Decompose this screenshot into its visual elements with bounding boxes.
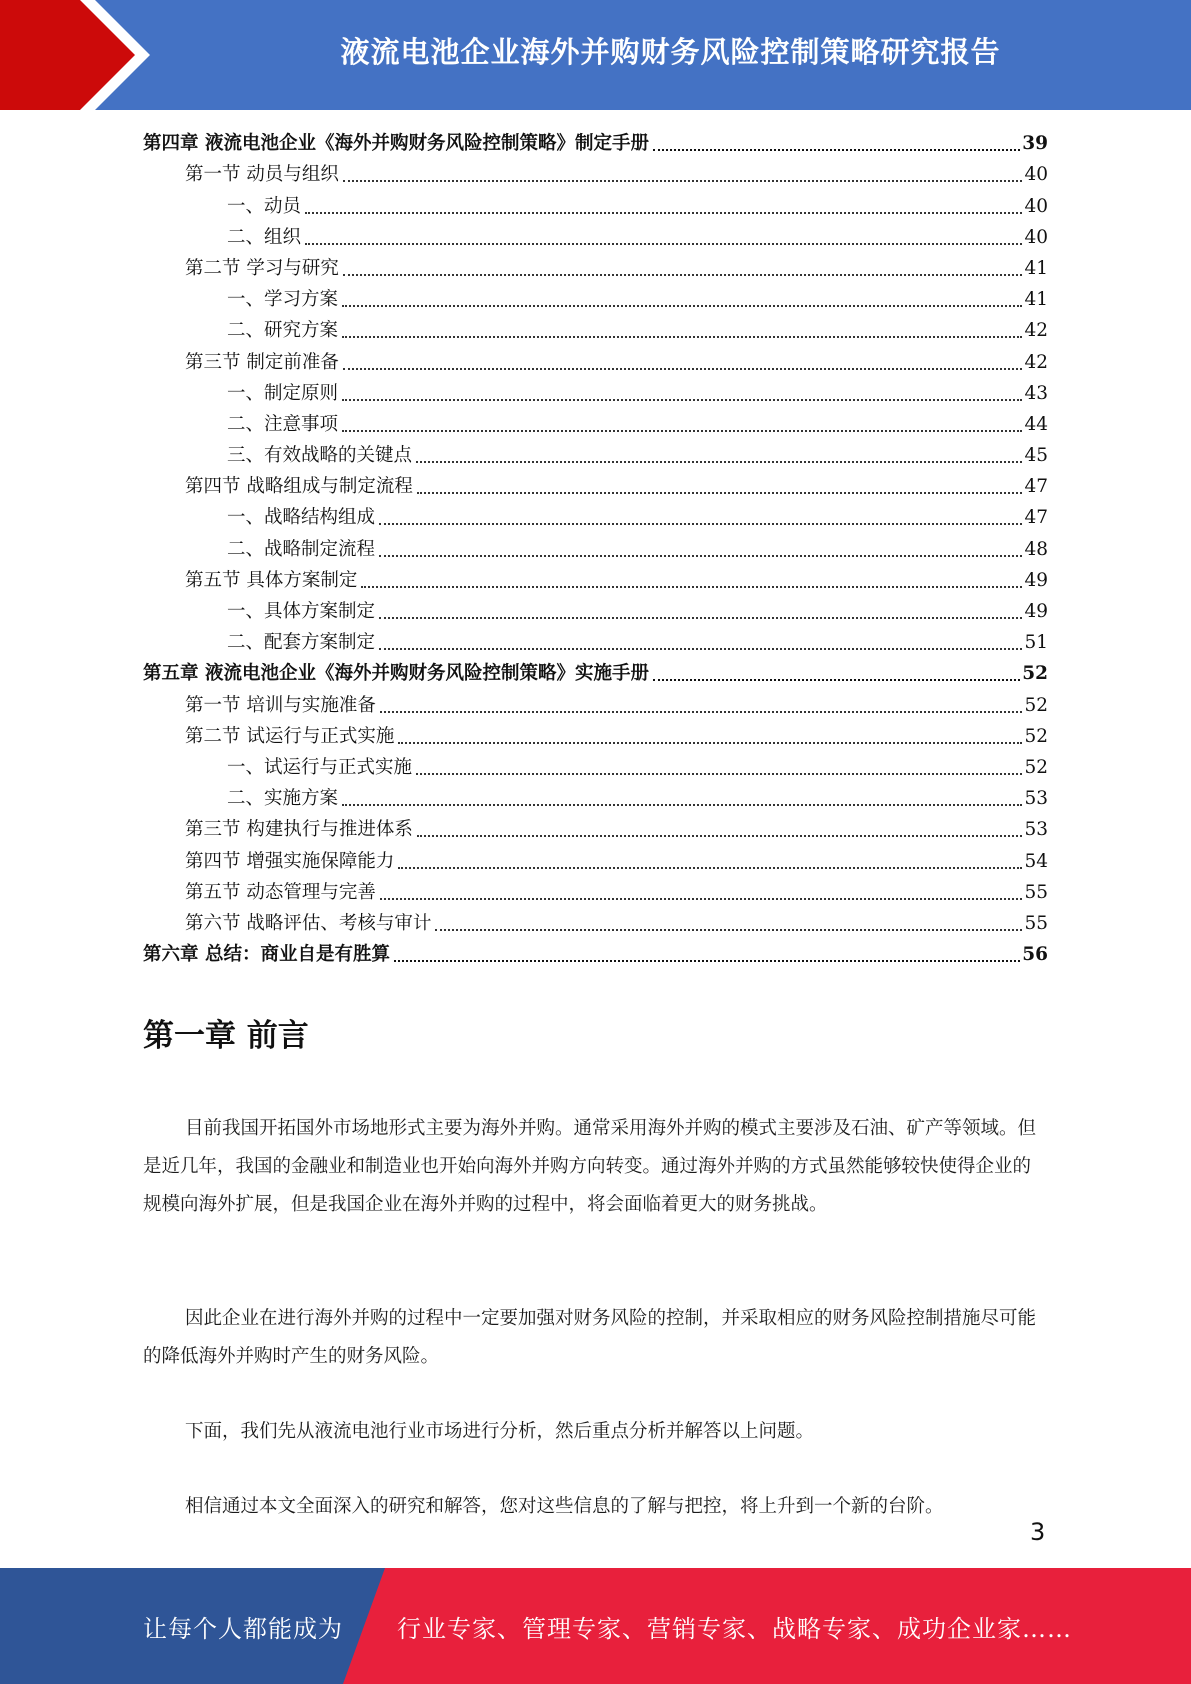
toc-entry-title: 第四节 战略组成与制定流程 [185, 476, 413, 498]
toc-dot-leader [361, 586, 1022, 588]
toc-dot-leader [342, 804, 1022, 806]
toc-entry-title: 一、学习方案 [227, 289, 339, 311]
toc-entry[interactable] [143, 159, 1048, 190]
toc-entry-page: 49 [1024, 569, 1048, 591]
toc-entry-title: 第一节 培训与实施准备 [185, 694, 376, 716]
toc-entry-title: 第六章 总结：商业自是有胜算 [143, 944, 390, 966]
toc-dot-leader [343, 180, 1023, 182]
toc-entry-page: 40 [1024, 226, 1048, 248]
body-paragraph: 因此企业在进行海外并购的过程中一定要加强对财务风险的控制，并采取相应的财务风险控制措施尽可能的降低海外并购时产生的财务风险。 [143, 1308, 1037, 1367]
toc-entry[interactable] [143, 502, 1048, 533]
toc-entry-page: 45 [1024, 445, 1048, 467]
toc-dot-leader [343, 274, 1023, 276]
toc-entry-title: 第三节 制定前准备 [185, 351, 339, 373]
toc-entry[interactable] [143, 845, 1048, 876]
toc-entry-page: 41 [1024, 257, 1048, 279]
toc-dot-leader [417, 835, 1023, 837]
toc-dot-leader [305, 243, 1022, 245]
toc-entry-title: 第四章 液流电池企业《海外并购财务风险控制策略》制定手册 [143, 133, 649, 155]
toc-dot-leader [380, 711, 1023, 713]
toc-entry-page: 55 [1024, 881, 1048, 903]
toc-dot-leader [416, 461, 1022, 463]
toc-dot-leader [398, 867, 1022, 869]
toc-entry[interactable] [143, 222, 1048, 253]
toc-entry-page: 42 [1024, 320, 1048, 342]
toc-entry[interactable] [143, 284, 1048, 315]
toc-entry-page: 40 [1024, 164, 1048, 186]
toc-entry-title: 二、战略制定流程 [227, 538, 376, 560]
toc-entry-title: 第五章 液流电池企业《海外并购财务风险控制策略》实施手册 [143, 663, 649, 685]
chapter-heading: 第一章 前言 [143, 1018, 309, 1054]
toc-entry-page: 47 [1024, 507, 1048, 529]
footer-slogan-left: 让每个人都能成为 [143, 1614, 343, 1643]
toc-entry[interactable] [143, 346, 1048, 377]
header-arrow-decoration [0, 0, 150, 110]
toc-entry-title: 二、研究方案 [227, 320, 339, 342]
toc-entry[interactable] [143, 378, 1048, 409]
toc-entry-title: 三、有效战略的关键点 [227, 445, 413, 467]
toc-entry-title: 第五节 具体方案制定 [185, 569, 358, 591]
toc-entry[interactable] [143, 877, 1048, 908]
toc-entry-title: 第三节 构建执行与推进体系 [185, 819, 413, 841]
toc-dot-leader [394, 960, 1020, 962]
page-header [0, 0, 1191, 110]
toc-entry-title: 第一节 动员与组织 [185, 164, 339, 186]
toc-entry-page: 47 [1024, 476, 1048, 498]
toc-entry-page: 52 [1024, 694, 1048, 716]
toc-entry-title: 二、组织 [227, 226, 302, 248]
toc-entry[interactable] [143, 128, 1048, 159]
toc-entry-page: 42 [1024, 351, 1048, 373]
toc-entry[interactable] [143, 409, 1048, 440]
toc-dot-leader [417, 492, 1023, 494]
toc-entry[interactable] [143, 783, 1048, 814]
toc-dot-leader [343, 368, 1023, 370]
toc-dot-leader [653, 149, 1020, 151]
toc-entry[interactable] [143, 908, 1048, 939]
toc-dot-leader [398, 742, 1022, 744]
toc-dot-leader [653, 679, 1020, 681]
toc-entry[interactable] [143, 814, 1048, 845]
toc-entry[interactable] [143, 533, 1048, 564]
toc-dot-leader [379, 555, 1022, 557]
toc-entry[interactable] [143, 627, 1048, 658]
toc-entry-title: 第五节 动态管理与完善 [185, 881, 376, 903]
toc-entry[interactable] [143, 565, 1048, 596]
toc-entry-page: 54 [1024, 850, 1048, 872]
footer-slogan-right: 行业专家、管理专家、营销专家、战略专家、成功企业家…… [397, 1614, 1072, 1643]
toc-dot-leader [379, 617, 1022, 619]
toc-entry[interactable] [143, 596, 1048, 627]
toc-entry-page: 43 [1024, 382, 1048, 404]
toc-entry-page: 39 [1022, 133, 1048, 155]
toc-entry-title: 一、动员 [227, 195, 302, 217]
toc-dot-leader [342, 399, 1022, 401]
toc-dot-leader [305, 212, 1022, 214]
toc-entry[interactable] [143, 190, 1048, 221]
toc-dot-leader [435, 929, 1022, 931]
toc-entry-page: 56 [1022, 944, 1048, 966]
toc-entry-page: 51 [1024, 632, 1048, 654]
toc-entry-title: 第六节 战略评估、考核与审计 [185, 912, 432, 934]
toc-entry-title: 一、制定原则 [227, 382, 339, 404]
toc-entry-page: 49 [1024, 601, 1048, 622]
toc-entry[interactable] [143, 471, 1048, 502]
toc-entry[interactable] [143, 315, 1048, 346]
toc-entry-page: 53 [1024, 819, 1048, 841]
toc-entry[interactable] [143, 689, 1048, 720]
toc-dot-leader [416, 773, 1022, 775]
toc-entry[interactable] [143, 658, 1048, 689]
toc-entry-page: 48 [1024, 538, 1048, 560]
body-paragraph: 下面，我们先从液流电池行业市场进行分析，然后重点分析并解答以上问题。 [185, 1421, 815, 1442]
toc-entry-page: 44 [1024, 413, 1048, 435]
toc-entry-page: 53 [1024, 788, 1048, 810]
toc-dot-leader [379, 648, 1022, 650]
toc-entry-title: 一、具体方案制定 [227, 601, 376, 622]
toc-entry-title: 第四节 增强实施保障能力 [185, 850, 395, 872]
toc-entry[interactable] [143, 939, 1048, 970]
toc-dot-leader [342, 305, 1022, 307]
toc-entry-title: 二、实施方案 [227, 788, 339, 810]
toc-dot-leader [380, 898, 1023, 900]
toc-entry-page: 52 [1022, 663, 1048, 685]
document-title: 液流电池企业海外并购财务风险控制策略研究报告 [340, 34, 1001, 69]
toc-entry-page: 52 [1024, 725, 1048, 747]
toc-dot-leader [342, 336, 1022, 338]
table-of-contents [143, 128, 1048, 970]
body-paragraph: 相信通过本文全面深入的研究和解答，您对这些信息的了解与把控，将上升到一个新的台阶。 [185, 1496, 944, 1517]
toc-entry-page: 52 [1024, 756, 1048, 778]
page-number: 3 [1030, 1518, 1046, 1546]
toc-entry-title: 二、配套方案制定 [227, 632, 376, 654]
toc-dot-leader [342, 430, 1022, 432]
toc-entry[interactable] [143, 721, 1048, 752]
toc-entry-title: 第二节 试运行与正式实施 [185, 725, 395, 747]
toc-entry-title: 第二节 学习与研究 [185, 257, 339, 279]
page-footer [0, 1568, 1191, 1684]
toc-entry-title: 一、试运行与正式实施 [227, 756, 413, 778]
toc-entry-page: 55 [1024, 912, 1048, 934]
toc-entry[interactable] [143, 752, 1048, 783]
toc-entry-page: 41 [1024, 289, 1048, 311]
toc-entry-title: 一、战略结构组成 [227, 507, 376, 529]
toc-entry-title: 二、注意事项 [227, 413, 339, 435]
body-paragraph: 目前我国开拓国外市场地形式主要为海外并购。通常采用海外并购的模式主要涉及石油、矿产等领域。但是近几年，我国的金融业和制造业也开始向海外并购方向转变。通过海外并购的方式虽然能够较快使得企业的规模向海外扩展，但是我国企业在海外并购的过程中，将会面临着更大的财务挑战。 [143, 1118, 1037, 1215]
toc-entry[interactable] [143, 253, 1048, 284]
toc-entry[interactable] [143, 440, 1048, 471]
toc-dot-leader [379, 523, 1022, 525]
toc-entry-page: 40 [1024, 195, 1048, 217]
